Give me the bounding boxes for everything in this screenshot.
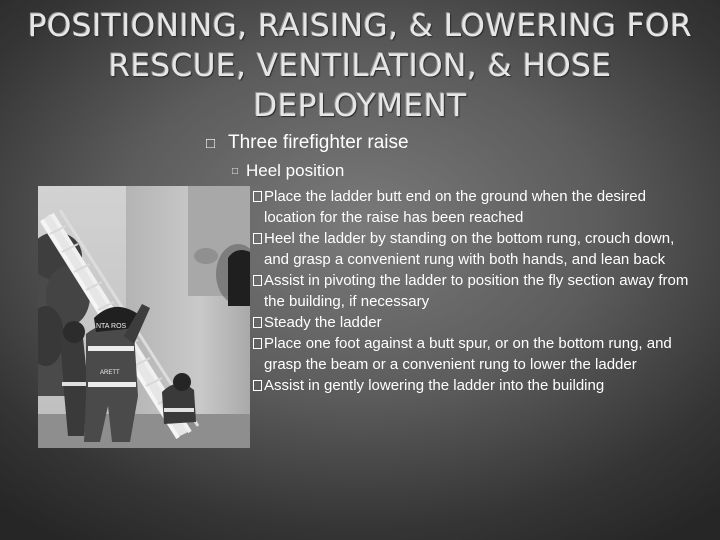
bullet-l2-text: Heel position: [246, 161, 345, 180]
step-text: Steady the ladder: [264, 314, 382, 331]
title-line-1: POSITIONING, RAISING, & LOWERING FOR: [27, 8, 693, 44]
bullet-l1-text: Three firefighter raise: [228, 132, 409, 153]
steps-list: [250, 186, 690, 396]
helmet-text: NTA ROS: [96, 323, 127, 330]
title-line-2: RESCUE, VENTILATION, & HOSE: [108, 48, 612, 84]
missing-glyph-box-icon: [253, 275, 262, 286]
list-item: [250, 228, 690, 270]
step-text: Assist in gently lowering the ladder into the building: [264, 377, 605, 394]
bullet-heel-position: [232, 160, 344, 183]
slide-title: [20, 6, 700, 126]
bullet-three-firefighter-raise: [206, 131, 409, 156]
square-bullet-icon: □: [206, 135, 216, 152]
missing-glyph-box-icon: [253, 191, 262, 202]
list-item: [250, 186, 690, 228]
missing-glyph-box-icon: [253, 338, 262, 349]
list-item: [250, 375, 690, 396]
step-text: Place the ladder butt end on the ground when the desired location for the raise has been reached: [264, 188, 646, 226]
title-line-3: DEPLOYMENT: [253, 88, 467, 124]
step-text: Place one foot against a butt spur, or on the bottom rung, and grasp the beam or a convenient rung to lower the ladder: [264, 335, 672, 373]
coat-text: ARETT: [100, 370, 120, 376]
list-item: [250, 312, 690, 333]
small-square-bullet-icon: □: [232, 166, 239, 177]
list-item: [250, 270, 690, 312]
step-text: Assist in pivoting the ladder to position the fly section away from the building, if necessary: [264, 272, 689, 310]
missing-glyph-box-icon: [253, 233, 262, 244]
step-text: Heel the ladder by standing on the bottom rung, crouch down, and grasp a convenient rung with both hands, and lean back: [264, 230, 675, 268]
missing-glyph-box-icon: [253, 317, 262, 328]
missing-glyph-box-icon: [253, 380, 262, 391]
firefighters-ladder-photo: [38, 186, 250, 448]
list-item: [250, 333, 690, 375]
